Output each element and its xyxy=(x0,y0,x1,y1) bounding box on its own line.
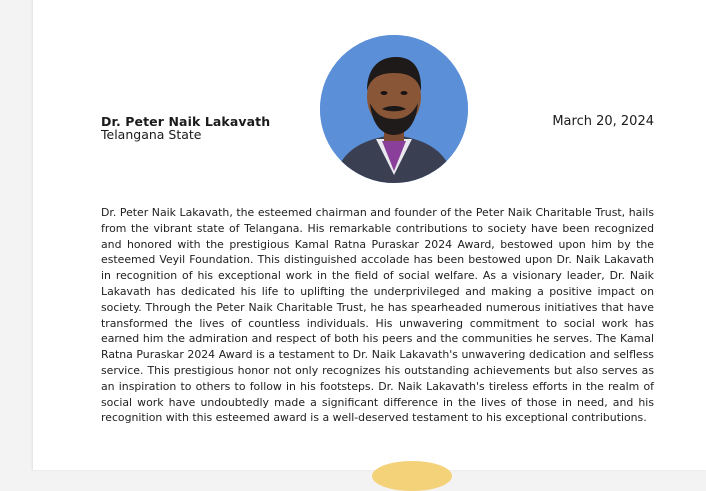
profile-photo xyxy=(320,35,468,183)
person-portrait-icon xyxy=(320,35,468,183)
person-name: Dr. Peter Naik Lakavath xyxy=(101,114,271,129)
left-gutter xyxy=(0,0,33,470)
article-body: Dr. Peter Naik Lakavath, the esteemed chairman and founder of the Peter Naik Charitable Trust, hails from the vibrant state of Telangana. His remarkable contributions to society have been recognized and honored with the prestigious Kamal Ratna Puraskar 2024 Award, bestowed upon him by the esteemed Veyil Foundation. This distinguished accolade has been bestowed upon Dr. Naik Lakavath in recognition of his exceptional work in the field of social welfare. As a visionary leader, Dr. Naik Lakavath has dedicated his life to uplifting the underprivileged and making a positive impact on society. Through the Peter Naik Charitable Trust, he has spearheaded numerous initiatives that have transformed the lives of countless individuals. His unwavering commitment to social work has earned him the admiration and respect of both his peers and the communities he serves. The Kamal Ratna Puraskar 2024 Award is a testament to Dr. Naik Lakavath's unwavering dedication and selfless service. This prestigious honor not only recognizes his outstanding achievements but also serves as an inspiration to others to follow in his footsteps. Dr. Naik Lakavath's tireless efforts in the realm of social work have undoubtedly made a significant difference in the lives of those in need, and his recognition with this esteemed award is a well-deserved testament to his exceptional contributions. xyxy=(101,206,654,425)
document-date: March 20, 2024 xyxy=(552,114,654,129)
decorative-shape xyxy=(372,461,452,491)
person-location: Telangana State xyxy=(101,127,202,142)
